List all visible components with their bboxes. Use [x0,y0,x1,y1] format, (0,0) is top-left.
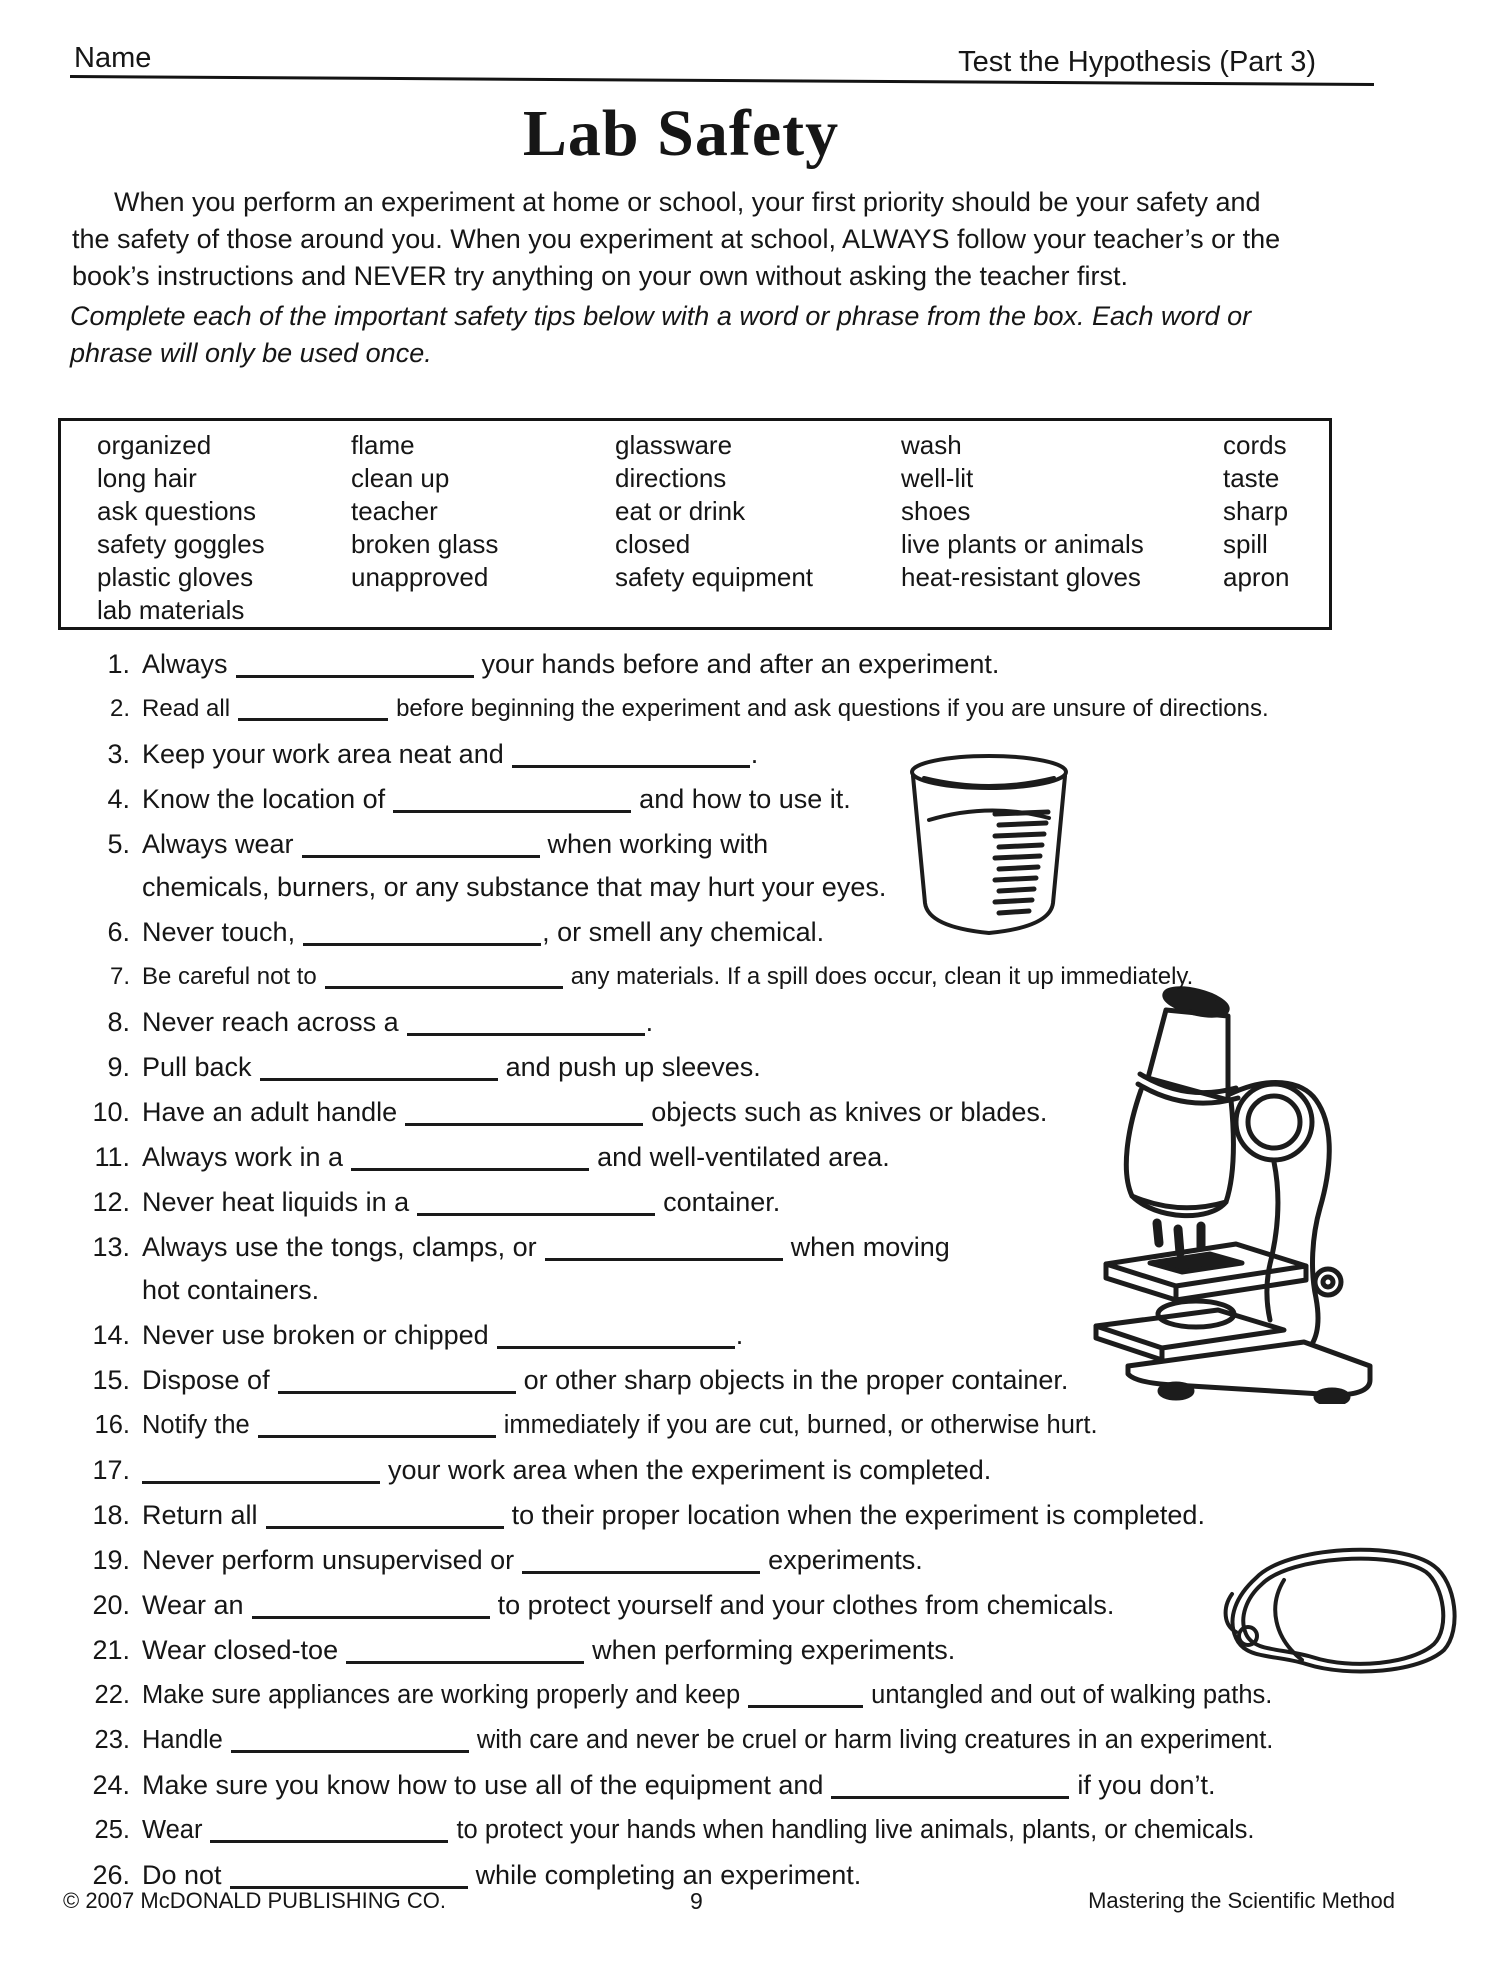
question-number: 15. [92,1365,130,1395]
word-bank-item: eat or drink [615,496,746,526]
question-number: 24. [92,1770,130,1800]
question-item [72,1452,1432,1488]
question-text-line2: hot containers. [142,1275,320,1305]
question-content [142,1139,1432,1175]
word-bank-column [615,429,813,594]
question-text-post: untangled and out of walking paths. [871,1681,1273,1709]
word-bank-item: organized [97,430,212,460]
question-text-pre: Never heat liquids in a [142,1187,410,1217]
question-text-pre: Read all [142,695,231,722]
question-content [142,826,1432,905]
question-number: 5. [107,829,130,859]
question-item [72,826,1432,905]
question-number: 22. [94,1681,130,1709]
word-bank-item: glassware [615,430,733,460]
answer-blank [497,1322,735,1349]
answer-blank [748,1682,863,1708]
question-content [142,1362,1432,1398]
question-number: 17. [92,1455,130,1485]
question-number: 25. [94,1816,130,1844]
question-text-pre: Handle [142,1726,223,1754]
question-item [72,959,1432,995]
intro-line: the safety of those around you. When you experiment at school, ALWAYS follow your teacher’s or the [72,224,1281,254]
answer-blank [405,1099,643,1126]
word-bank-item: apron [1223,562,1290,592]
question-content [142,1229,1432,1308]
intro-line: book’s instructions and NEVER try anything on your own without asking the teacher first. [72,261,1129,291]
question-text-post: and well-ventilated area. [597,1142,890,1172]
question-text-post: and push up sleeves. [505,1052,761,1082]
question-number: 12. [92,1187,130,1217]
question-item [72,1497,1432,1533]
question-text-post: . [735,1320,744,1350]
question-text-pre: Notify the [142,1411,250,1439]
word-bank-item: spill [1223,529,1268,559]
question-text-post: experiments. [768,1545,923,1575]
intro-line: When you perform an experiment at home or school, your first priority should be your safety and [114,187,1261,217]
question-content [142,1542,1432,1578]
word-bank-item: broken glass [351,529,499,559]
question-text-post: when moving [790,1232,950,1262]
question-number: 2. [109,695,130,722]
answer-blank [278,1367,516,1394]
question-number: 6. [107,917,130,947]
page-title: Lab Safety [522,97,840,170]
question-text-post: if you don’t. [1077,1770,1216,1800]
answer-blank [393,786,631,813]
word-bank-box [58,418,1332,630]
answer-blank [351,1144,589,1171]
word-bank-item: sharp [1223,496,1289,526]
question-item [72,1317,1432,1353]
question-text-post: immediately if you are cut, burned, or otherwise hurt. [503,1411,1098,1439]
question-content [142,1587,1432,1623]
question-number: 26. [92,1860,130,1890]
word-bank-item: flame [351,430,415,460]
question-text-post: and how to use it. [639,784,851,814]
safety-tips-list [72,646,1432,1902]
question-content [142,1722,1432,1758]
question-text-post: or other sharp objects in the proper container. [523,1365,1069,1395]
word-bank-item: well-lit [901,463,974,493]
question-text-post: when working with [547,829,769,859]
question-content [142,736,1432,772]
question-number: 21. [92,1635,130,1665]
word-bank-item: live plants or animals [901,529,1144,559]
word-bank-column [901,429,1144,594]
question-number: 16. [94,1411,130,1439]
question-item [72,1812,1432,1848]
instructions-paragraph [70,298,1251,372]
question-content [142,914,1432,950]
answer-blank [302,831,540,858]
question-item [72,1722,1432,1758]
question-text-pre: Keep your work area neat and [142,739,504,769]
question-number: 13. [92,1232,130,1262]
question-content [142,691,1432,727]
question-text-pre: Wear [142,1816,203,1844]
word-bank-item: long hair [97,463,197,493]
question-item [72,1362,1432,1398]
answer-blank [346,1637,584,1664]
word-bank-item: taste [1223,463,1280,493]
question-number: 14. [92,1320,130,1350]
question-text-post: to protect yourself and your clothes from chemicals. [497,1590,1115,1620]
question-text-post: your hands before and after an experiment. [481,649,1000,679]
question-item [72,1139,1432,1175]
answer-blank [230,1862,468,1889]
question-text-pre: Pull back [142,1052,252,1082]
word-bank-item: shoes [901,496,971,526]
word-bank-item: cords [1223,430,1287,460]
question-number: 20. [92,1590,130,1620]
question-content [142,1407,1432,1443]
question-text-pre: Never perform unsupervised or [142,1545,515,1575]
word-bank-column [351,429,498,594]
question-number: 10. [92,1097,130,1127]
question-number: 18. [92,1500,130,1530]
question-text-pre: Never touch, [142,917,296,947]
word-bank-item: lab materials [97,595,245,625]
question-text-line2: chemicals, burners, or any substance that may hurt your eyes. [142,872,887,902]
word-bank-item: clean up [351,463,450,493]
word-bank-item: unapproved [351,562,489,592]
question-item [72,1004,1432,1040]
question-text-post: any materials. If a spill does occur, clean it up immediately. [570,963,1194,990]
question-text-post: . [750,739,759,769]
question-text-pre: Make sure you know how to use all of the equipment and [142,1770,824,1800]
question-text-pre: Always use the tongs, clamps, or [142,1232,537,1262]
question-text-post: objects such as knives or blades. [651,1097,1048,1127]
answer-blank [303,919,541,946]
question-item [72,1767,1432,1803]
answer-blank [512,741,750,768]
question-number: 4. [107,784,130,814]
question-text-post: to protect your hands when handling live animals, plants, or chemicals. [456,1816,1255,1844]
question-text-post: before beginning the experiment and ask questions if you are unsure of directions. [396,695,1269,722]
answer-blank [545,1234,783,1261]
question-text-pre: Have an adult handle [142,1097,398,1127]
question-text-pre: Be careful not to [142,963,317,990]
question-text-post: with care and never be cruel or harm living creatures in an experiment. [476,1726,1274,1754]
intro-paragraph [72,184,1280,295]
question-text-pre: Always work in a [142,1142,344,1172]
question-number: 3. [107,739,130,769]
word-bank-item: directions [615,463,727,493]
question-item [72,1677,1432,1713]
copyright-text: © 2007 McDONALD PUBLISHING CO. [63,1888,446,1913]
question-content [142,1184,1432,1220]
question-text-pre: Do not [142,1860,222,1890]
question-text-post: your work area when the experiment is completed. [388,1455,992,1485]
series-title: Mastering the Scientific Method [1088,1888,1395,1913]
word-bank-item: closed [615,529,691,559]
question-text-pre: Dispose of [142,1365,270,1395]
question-item [72,1094,1432,1130]
question-text-pre: Never use broken or chipped [142,1320,489,1350]
question-text-pre: Return all [142,1500,258,1530]
word-bank-item: wash [901,430,962,460]
question-item [72,781,1432,817]
question-item [72,691,1432,727]
question-number: 23. [94,1726,130,1754]
answer-blank [417,1189,655,1216]
question-item [72,646,1432,682]
question-number: 8. [107,1007,130,1037]
word-bank-item: teacher [351,496,438,526]
word-bank-item: safety equipment [615,562,814,592]
question-content [142,781,1432,817]
question-content [142,646,1432,682]
question-content [142,1497,1432,1533]
question-text-pre: Always wear [142,829,294,859]
word-bank-item: ask questions [97,496,256,526]
question-text-post: to their proper location when the experiment is completed. [511,1500,1205,1530]
answer-blank [325,964,563,989]
answer-blank [258,1412,496,1438]
question-text-pre: Know the location of [142,784,386,814]
question-content [142,1677,1432,1713]
question-content [142,1452,1432,1488]
instructions-line: Complete each of the important safety tips below with a word or phrase from the box. Each word or [70,301,1252,331]
question-content [142,1632,1432,1668]
question-item [72,1587,1432,1623]
question-item [72,1632,1432,1668]
question-content [142,1004,1432,1040]
question-text-pre: Never reach across a [142,1007,399,1037]
question-item [72,1049,1432,1085]
answer-blank [260,1054,498,1081]
word-bank-column [97,429,265,627]
question-content [142,1049,1432,1085]
answer-blank [252,1592,490,1619]
question-item [72,1407,1432,1443]
answer-blank [266,1502,504,1529]
question-item [72,1542,1432,1578]
instructions-line: phrase will only be used once. [70,338,432,368]
question-item [72,1229,1432,1308]
answer-blank [522,1547,760,1574]
answer-blank [236,651,474,678]
question-text-post: when performing experiments. [592,1635,956,1665]
question-text-post: . [645,1007,654,1037]
question-number: 11. [94,1142,130,1172]
question-text-pre: Wear closed-toe [142,1635,339,1665]
answer-blank [210,1817,448,1843]
question-item [72,736,1432,772]
question-text-post: container. [663,1187,781,1217]
answer-blank [231,1727,469,1753]
question-content [142,1094,1432,1130]
question-text-pre: Make sure appliances are working properly and keep [142,1681,741,1709]
question-text-pre: Always [142,649,228,679]
question-number: 1. [107,649,130,679]
question-content [142,959,1432,995]
question-item [72,914,1432,950]
question-content [142,1812,1432,1848]
name-label: Name [74,42,152,74]
answer-blank [831,1772,1069,1799]
answer-blank [238,696,388,721]
answer-blank [142,1457,380,1484]
question-text-pre: Wear an [142,1590,244,1620]
page-number: 9 [690,1888,703,1914]
question-content [142,1767,1432,1803]
word-bank-item: plastic gloves [97,562,254,592]
question-number: 19. [92,1545,130,1575]
question-text-post: while completing an experiment. [475,1860,862,1890]
section-title: Test the Hypothesis (Part 3) [958,46,1316,78]
question-item [72,1184,1432,1220]
question-text-post: , or smell any chemical. [542,917,825,947]
word-bank-column [1223,429,1290,594]
word-bank-item: heat-resistant gloves [901,562,1141,592]
answer-blank [407,1009,645,1036]
question-number: 7. [109,963,130,990]
word-bank-item: safety goggles [97,529,265,559]
question-content [142,1317,1432,1353]
question-number: 9. [107,1052,130,1082]
